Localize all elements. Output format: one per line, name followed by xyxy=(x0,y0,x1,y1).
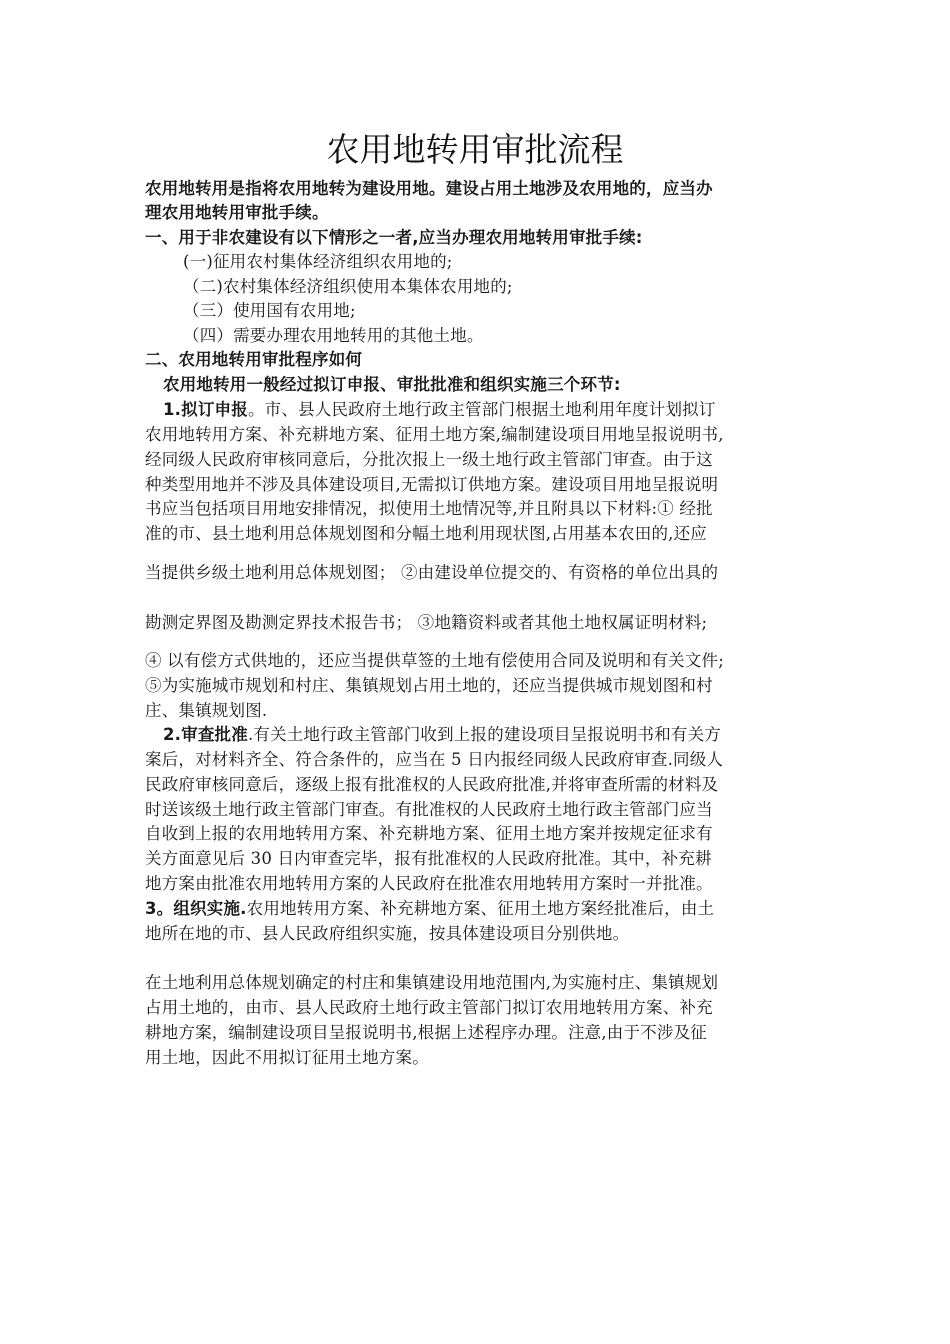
step-2-line-2: 案后，对材料齐全、符合条件的，应当在 5 日内报经同级人民政府审查.同级人 xyxy=(145,750,724,769)
step-2-line-4: 时送该级土地行政主管部门审查。有批准权的人民政府土地行政主管部门应当 xyxy=(145,800,713,819)
step-1-line-11: 庄、集镇规划图. xyxy=(145,701,268,720)
closing-line-3: 耕地方案，编制建设项目呈报说明书,根据上述程序办理。注意,由于不涉及征 xyxy=(145,1023,707,1042)
step-1-line-6: 准的市、县土地利用总体规划图和分幅土地利用现状图,占用基本农田的,还应 xyxy=(145,524,707,543)
step-1-line-5: 书应当包括项目用地安排情况，拟使用土地情况等,并且附具以下材料:① 经批 xyxy=(145,499,713,518)
closing-line-1: 在土地利用总体规划确定的村庄和集镇建设用地范围内,为实施村庄、集镇规划 xyxy=(145,973,719,992)
step-1-line-4: 种类型用地并不涉及具体建设项目,无需拟订供地方案。建设项目用地呈报说明 xyxy=(145,475,719,494)
step-2-line-7: 地方案由批准农用地转用方案的人民政府在批准农用地转用方案时一并批准。 xyxy=(145,874,713,893)
section-1-heading: 一、用于非农建设有以下情形之一者,应当办理农用地转用审批手续: xyxy=(145,228,643,247)
intro-line-1: 农用地转用是指将农用地转为建设用地。建设占用土地涉及农用地的，应当办 xyxy=(145,179,713,198)
section-2-heading: 二、农用地转用审批程序如何 xyxy=(145,350,363,369)
closing-line-2: 占用土地的，由市、县人民政府土地行政主管部门拟订农用地转用方案、补充 xyxy=(145,998,713,1017)
step-1-line-10: ⑤为实施城市规划和村庄、集镇规划占用土地的，还应当提供城市规划图和村 xyxy=(145,676,713,695)
step-1-text: 。市、县人民政府土地行政主管部门根据土地利用年度计划拟订 xyxy=(247,400,716,419)
step-1-line-2: 农用地转用方案、补充耕地方案、征用土地方案,编制建设项目用地呈报说明书, xyxy=(145,425,724,444)
step-1-first-line xyxy=(163,398,716,422)
step-2-text: .有关土地行政主管部门收到上报的建设项目呈报说明书和有关方 xyxy=(247,725,721,744)
intro-line-2: 理农用地转用审批手续。 xyxy=(145,203,329,222)
list-item-2: （二)农村集体经济组织使用本集体农用地的; xyxy=(183,277,513,296)
step-1-line-9: ④ 以有偿方式供地的，还应当提供草签的土地有偿使用合同及说明和有关文件; xyxy=(145,651,725,670)
list-item-1: (一)征用农村集体经济组织农用地的; xyxy=(183,252,453,271)
step-3-text: 农用地转用方案、补充耕地方案、征用土地方案经批准后，由土 xyxy=(246,899,715,918)
step-3-label: 3。组织实施. xyxy=(145,899,247,918)
step-2-label: 2.审查批准 xyxy=(163,725,248,744)
page-title: 农用地转用审批流程 xyxy=(326,130,624,169)
closing-line-4: 用土地，因此不用拟订征用土地方案。 xyxy=(145,1048,429,1067)
list-item-3: （三）使用国有农用地; xyxy=(183,301,356,320)
step-2-line-3: 民政府审核同意后，逐级上报有批准权的人民政府批准,并将审查所需的材料及 xyxy=(145,775,719,794)
list-item-4: （四）需要办理农用地转用的其他土地。 xyxy=(183,326,484,345)
step-1-line-3: 经同级人民政府审核同意后，分批次报上一级土地行政主管部门审查。由于这 xyxy=(145,450,713,469)
step-1-line-7: 当提供乡级土地利用总体规划图； ②由建设单位提交的、有资格的单位出具的 xyxy=(145,563,719,582)
step-1-line-8: 勘测定界图及勘测定界技术报告书； ③地籍资料或者其他土地权属证明材料; xyxy=(145,613,708,632)
step-2-line-5: 自收到上报的农用地转用方案、补充耕地方案、征用土地方案并按规定征求有 xyxy=(145,824,713,843)
step-3-first-line xyxy=(145,897,714,921)
step-2-line-6: 关方面意见后 30 日内审查完毕，报有批准权的人民政府批准。其中，补充耕 xyxy=(145,849,712,868)
step-3-line-2: 地所在地的市、县人民政府组织实施，按具体建设项目分别供地。 xyxy=(145,924,630,943)
section-2-intro: 农用地转用一般经过拟订申报、审批批准和组织实施三个环节: xyxy=(163,375,621,394)
step-2-first-line xyxy=(163,723,721,747)
step-1-label: 1.拟订申报 xyxy=(163,400,248,419)
